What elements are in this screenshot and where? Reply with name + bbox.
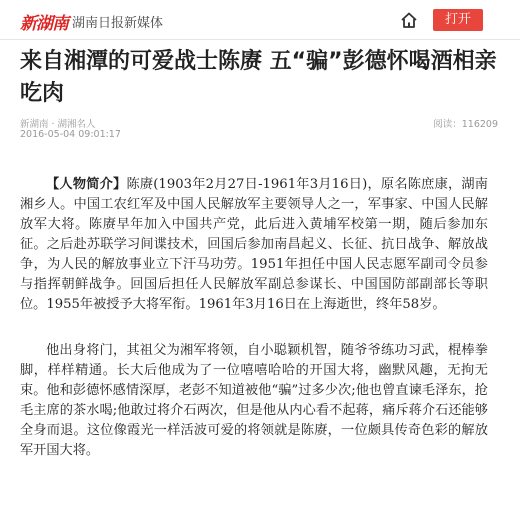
view-count: 阅读：116209 (433, 119, 498, 130)
intro-text: 陈赓(1903年2月27日-1961年3月16日)，原名陈庶康，湖南湘乡人。中国工农红军及中国人民解放军主要领导人之一，军事家、中国人民解放军大将。陈赓早年加入中国共产党，此后进入黄埔军校第一期，随后参加东征。之后赴苏联学习间谍技术，回国后参加南昌起义、长征、抗日战争、解放战争，为人民的解放事业立下汗马功劳。1951年担任中国人民志愿军副司令员参与指挥朝鲜战争。回国后担任人民解放军副总参谋长、中国国防部副部长等职位。1955年被授予大将军衔。1961年3月16日在上海逝世，终年58岁。 (20, 177, 488, 312)
top-bar (0, 0, 520, 40)
home-icon-glyph (400, 11, 418, 29)
article-title: 来自湘潭的可爱战士陈赓 五“骗”彭德怀喝酒相亲吃肉 (20, 49, 497, 106)
app-logo[interactable]: 新湖南 (20, 14, 68, 34)
home-icon[interactable] (400, 11, 418, 29)
article-source[interactable]: 新湖南 · 湖湘名人 (20, 119, 96, 130)
article-body (20, 175, 488, 461)
open-app-button[interactable]: 打开 (433, 9, 483, 31)
article-paragraph (20, 175, 488, 315)
intro-label: 【人物简介】 (46, 177, 127, 192)
brand-subtitle: 湖南日报新媒体 (72, 16, 164, 31)
article-date: 2016-05-04 09:01:17 (20, 129, 121, 140)
article-paragraph: 他出身将门，其祖父为湘军将领，自小聪颖机智，随爷爷练功习武，棍棒拳脚，样样精通。长大后他成为了一位嘻嘻哈哈的开国大将，幽默风趣，无拘无束。他和彭德怀感情深厚，老彭不知道被他“骗”过多少次;他也曾直谏毛泽东，抢毛主席的茶水喝;他敢过将介石两次，但是他从内心看不起蒋，痛斥蒋介石还能够全身而退。这位像霞光一样活波可爱的将领就是陈赓，一位颇具传奇色彩的解放军开国大将。 (20, 343, 488, 458)
